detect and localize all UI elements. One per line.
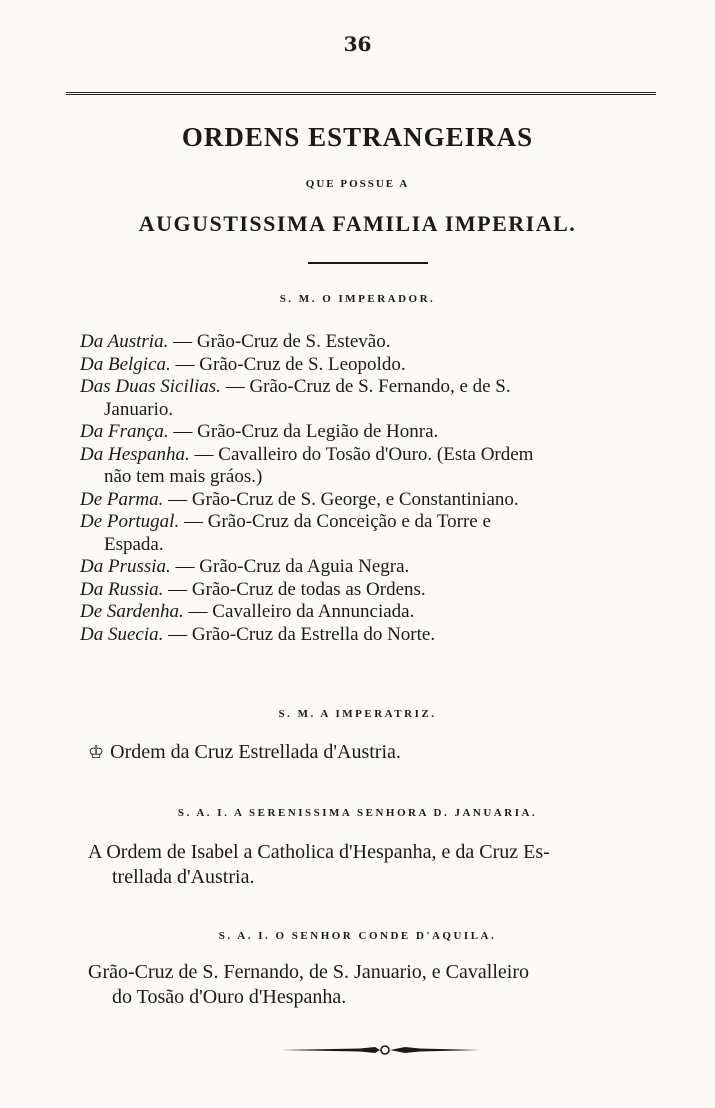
entry-order: — Grão-Cruz da Aguia Negra.	[175, 556, 410, 577]
section-heading-empress: S. M. A IMPERATRIZ.	[278, 708, 437, 720]
list-item	[80, 556, 670, 579]
entry-country: Da Russia.	[80, 578, 164, 600]
entry-order: — Grão-Cruz de S. George, e Constantiniano.	[168, 488, 519, 510]
entry-order: — Grão-Cruz da Legião de Honra.	[173, 421, 439, 442]
section-heading-aquila: S. A. I. O SENHOR CONDE D'AQUILA.	[218, 930, 497, 942]
list-item	[80, 444, 670, 489]
page-number: 36	[343, 32, 372, 56]
aquila-orders-line2: do Tosão d'Ouro d'Hespanha.	[112, 986, 347, 1008]
list-item	[80, 511, 670, 556]
entry-order: — Grão-Cruz de S. Leopoldo.	[175, 353, 406, 375]
januaria-orders-line2: trellada d'Austria.	[112, 866, 255, 888]
entry-country: De Parma.	[80, 488, 164, 510]
list-item	[80, 376, 670, 421]
entry-country: Da Suecia.	[80, 623, 164, 645]
list-item	[80, 421, 670, 444]
section-heading-emperor: S. M. O IMPERADOR.	[279, 293, 436, 305]
entry-order: — Cavalleiro do Tosão d'Ouro. (Esta Ordem	[194, 443, 534, 465]
entry-continuation: Januario.	[104, 398, 174, 420]
entry-country: Da França.	[80, 421, 169, 442]
aquila-orders	[88, 960, 688, 1010]
entry-country: Das Duas Sicilias.	[80, 376, 221, 397]
page-title-secondary: AUGUSTISSIMA FAMILIA IMPERIAL.	[138, 211, 577, 236]
entry-order: — Grão-Cruz de S. Fernando, e de S.	[225, 376, 511, 397]
entry-order: — Grão-Cruz da Estrella do Norte.	[168, 623, 436, 645]
header-rule	[66, 92, 656, 95]
entry-country: De Sardenha.	[80, 601, 184, 622]
entry-country: De Portugal.	[80, 511, 180, 532]
entry-continuation: Espada.	[104, 533, 164, 555]
aquila-orders-line1: Grão-Cruz de S. Fernando, de S. Januario, e Cavalleiro	[88, 961, 529, 983]
title-divider	[308, 262, 428, 264]
list-item	[80, 331, 670, 354]
ornament-divider	[280, 1042, 490, 1058]
entry-country: Da Austria.	[80, 331, 169, 352]
crown-icon: ♔	[88, 742, 105, 762]
list-item	[80, 601, 670, 624]
januaria-orders	[88, 840, 688, 890]
entry-country: Da Belgica.	[80, 353, 171, 375]
entry-continuation: não tem mais gráos.)	[104, 466, 263, 487]
section-heading-januaria: S. A. I. A SERENISSIMA SENHORA D. JANUARIA.	[177, 807, 538, 819]
page-subtitle: QUE POSSUE A	[305, 178, 410, 190]
emperor-orders-list	[80, 331, 670, 646]
januaria-orders-line1: A Ordem de Isabel a Catholica d'Hespanha, e da Cruz Es-	[88, 841, 550, 863]
list-item	[80, 489, 670, 512]
list-item	[80, 354, 670, 377]
entry-order: — Grão-Cruz de S. Estevão.	[173, 331, 391, 352]
empress-orders-text: Ordem da Cruz Estrellada d'Austria.	[110, 741, 401, 763]
page-title: ORDENS ESTRANGEIRAS	[181, 122, 534, 152]
entry-country: Da Prussia.	[80, 556, 171, 577]
entry-country: Da Hespanha.	[80, 443, 190, 465]
list-item	[80, 624, 670, 647]
entry-order: — Grão-Cruz de todas as Ordens.	[168, 578, 426, 600]
entry-order: — Cavalleiro da Annunciada.	[188, 601, 415, 622]
entry-order: — Grão-Cruz da Conceição e da Torre e	[183, 511, 491, 532]
list-item	[80, 579, 670, 602]
empress-orders	[88, 740, 401, 765]
